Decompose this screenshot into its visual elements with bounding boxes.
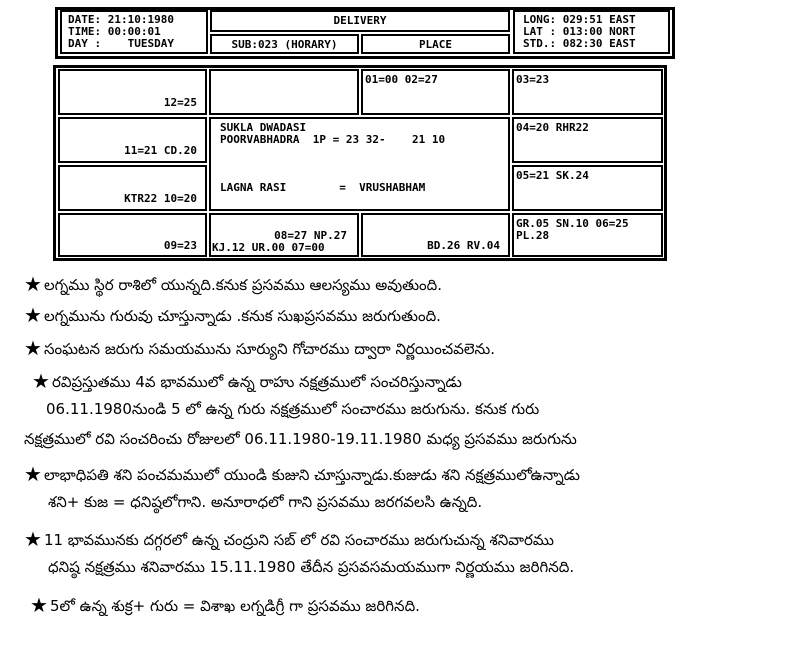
cell-text: 03=23 <box>516 73 550 86</box>
star-icon: ★ <box>24 527 42 551</box>
note-line: ★ 11 భావమునకు దగ్గరలో ఉన్న చంద్రుని సబ్ లో రవి సంచారము జరుగుచున్న శనివారము <box>24 527 554 551</box>
chart-cell-r1c3 <box>361 69 510 115</box>
cell-text: 01=00 02=27 <box>365 73 438 86</box>
cell-text: 08=27 NP.27 <box>274 229 347 242</box>
date-text: DATE: 21:10:1980 <box>68 13 174 26</box>
cell-text: 11=21 CD.20 <box>124 144 197 157</box>
star-icon: ★ <box>24 336 42 360</box>
std-text: STD.: 082:30 EAST <box>523 37 636 50</box>
header-right-box <box>513 10 670 54</box>
note-line: నక్షత్రములో రవి సంచరించు రోజులలో 06.11.1980-19.11.1980 మధ్య ప్రసవము జరుగును <box>24 430 577 448</box>
chart-cell-r2c1 <box>58 117 207 163</box>
star-icon: ★ <box>24 303 42 327</box>
note-line: ★ లగ్నమును గురువు చూస్తున్నాడు .కనుక సుఖప్రసవము జరుగుతుంది. <box>24 303 441 327</box>
chart-cell-r1c4 <box>512 69 663 115</box>
cell-text: KJ.12 UR.00 07=00 <box>212 241 325 254</box>
chart-cell-r4c3 <box>361 213 510 257</box>
cell-text: 05=21 SK.24 <box>516 169 589 182</box>
star-icon: ★ <box>32 369 50 393</box>
header-left-box <box>60 10 208 54</box>
note-line: ★ 5లో ఉన్న శుక్ర+ గురు = విశాఖ లగ్నడిగ్రీ గా ప్రసవము జరిగినది. <box>30 593 420 617</box>
note-line: 06.11.1980నుండి 5 లో ఉన్న గురు నక్షత్రములో సంచారము జరుగును. కనుక గురు <box>46 400 540 418</box>
note-line: ★ రవిప్రస్తుతము 4వ భావములో ఉన్న రాహు నక్షత్రములో సంచరిస్తున్నాడు <box>32 369 462 393</box>
cell-text: PL.28 <box>516 229 550 242</box>
chart-cell-r1c1 <box>58 69 207 115</box>
cell-text: 09=23 <box>163 239 197 252</box>
header-title-box <box>210 10 510 32</box>
chart-cell-r3c4 <box>512 165 663 211</box>
time-text: TIME: 00:00:01 <box>68 25 161 38</box>
cell-text: KTR22 10=20 <box>124 192 197 205</box>
note-line: శని+ కుజ = ధనిష్ఠలోగాని. అనూరాధలో గాని ప్రసవము జరగవలసి ఉన్నది. <box>48 493 483 511</box>
day-text: DAY : TUESDAY <box>68 37 174 50</box>
chart-cell-r2c4 <box>512 117 663 163</box>
nakshatra-text: POORVABHADRA 1P = 23 32- 21 10 <box>220 133 446 146</box>
star-icon: ★ <box>30 593 48 617</box>
title-text: DELIVERY <box>333 14 387 27</box>
cell-text: BD.26 RV.04 <box>427 239 500 252</box>
header-sub-box <box>210 34 359 54</box>
chart-cell-r4c1 <box>58 213 207 257</box>
chart-cell-r4c4 <box>512 213 663 257</box>
note-line: ★ లగ్నము స్థిర రాశిలో యున్నది.కనుక ప్రసవము ఆలస్యము అవుతుంది. <box>24 272 443 296</box>
note-line: ★ సంఘటన జరుగు సమయమును సూర్యుని గోచారము ద్వారా నిర్ణయించవలెను. <box>24 336 495 360</box>
cell-text: 12=25 <box>163 96 197 109</box>
tithi-text: SUKLA DWADASI <box>220 121 307 134</box>
cell-text: GR.05 SN.10 06=25 <box>516 217 629 230</box>
star-icon: ★ <box>24 462 42 486</box>
chart-cell-r3c1 <box>58 165 207 211</box>
cell-text: 04=20 RHR22 <box>516 121 589 134</box>
lagna-rasi-text: LAGNA RASI = VRUSHABHAM <box>220 181 426 194</box>
star-icon: ★ <box>24 272 42 296</box>
header-place-box <box>361 34 510 54</box>
chart-center-cell <box>209 117 510 211</box>
long-text: LONG: 029:51 EAST <box>523 13 636 26</box>
note-line: ★ లాభాధిపతి శని పంచమములో యుండి కుజుని చూస్తున్నాడు.కుజుడు శని నక్షత్రములోఉన్నాడు <box>24 462 580 486</box>
place-text: PLACE <box>418 38 453 51</box>
note-line: ధనిష్ఠ నక్షత్రము శనివారము 15.11.1980 తేదీన ప్రసవసమయముగా నిర్ణయము జరిగినది. <box>48 558 575 576</box>
sub-text: SUB:023 (HORARY) <box>231 38 338 51</box>
chart-cell-r4c2 <box>209 213 359 257</box>
lat-text: LAT : 013:00 NORT <box>523 25 636 38</box>
chart-cell-r1c2 <box>209 69 359 115</box>
